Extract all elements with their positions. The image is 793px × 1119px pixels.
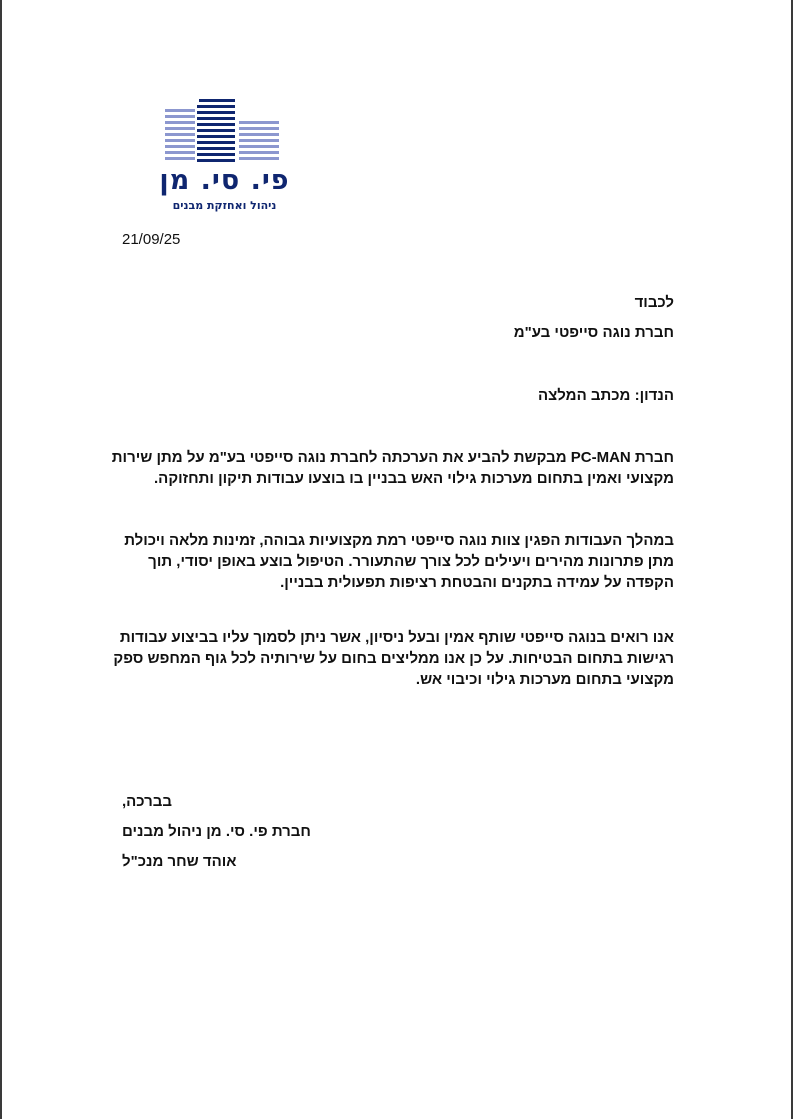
paragraph-line: במהלך העבודות הפגין צוות נוגה סייפטי רמת מקצועיות גבוהה, זמינות מלאה ויכולת — [124, 532, 674, 549]
paragraph-line: הקפדה על עמידה בתקנים והבטחת רציפות תפעולית בבניין. — [280, 574, 674, 591]
closing-greeting: בברכה, — [122, 793, 173, 810]
recipient-name: חברת נוגה סייפטי בע"מ — [513, 324, 674, 341]
paragraph-3 — [113, 627, 674, 690]
company-logo — [157, 95, 292, 220]
letter-date: 21/09/25 — [122, 231, 181, 248]
company-signature: חברת פי. סי. מן ניהול מבנים — [122, 823, 311, 840]
paragraph-line: מקצועי בתחום מערכות גילוי וכיבוי אש. — [415, 671, 674, 688]
paragraph-line: אנו רואים בנוגה סייפטי שותף אמין ובעל ניסיון, אשר ניתן לסמוך עליו בביצוע עבודות — [119, 629, 674, 646]
paragraph-line: חברת PC-MAN מבקשת להביע את הערכתה לחברת נוגה סייפטי בע"מ על מתן שירות — [111, 449, 674, 466]
paragraph-2 — [124, 530, 674, 593]
paragraph-1 — [112, 447, 674, 489]
logo-subtitle: ניהול ואחזקת מבנים — [172, 199, 277, 212]
signer-name: אוהד שחר מנכ"ל — [122, 853, 237, 870]
to-label: לכבוד — [634, 294, 674, 311]
logo-title: פי. סי. מן — [159, 165, 290, 196]
paragraph-line: מתן פתרונות מהירים ויעילים לכל צורך שהתעורר. הטיפול בוצע באופן יסודי, תוך — [148, 553, 674, 570]
buildings-icon — [157, 95, 292, 165]
subject-line: הנדון: מכתב המלצה — [537, 387, 674, 404]
paragraph-line: רגישות בתחום הבטיחות. על כן אנו ממליצים בחום על שירותיה לכל גוף המחפש ספק — [113, 650, 674, 667]
paragraph-line: מקצועי ואמין בתחום מערכות גילוי האש בבניין בו בוצעו עבודות תיקון ותחזוקה. — [154, 470, 674, 487]
